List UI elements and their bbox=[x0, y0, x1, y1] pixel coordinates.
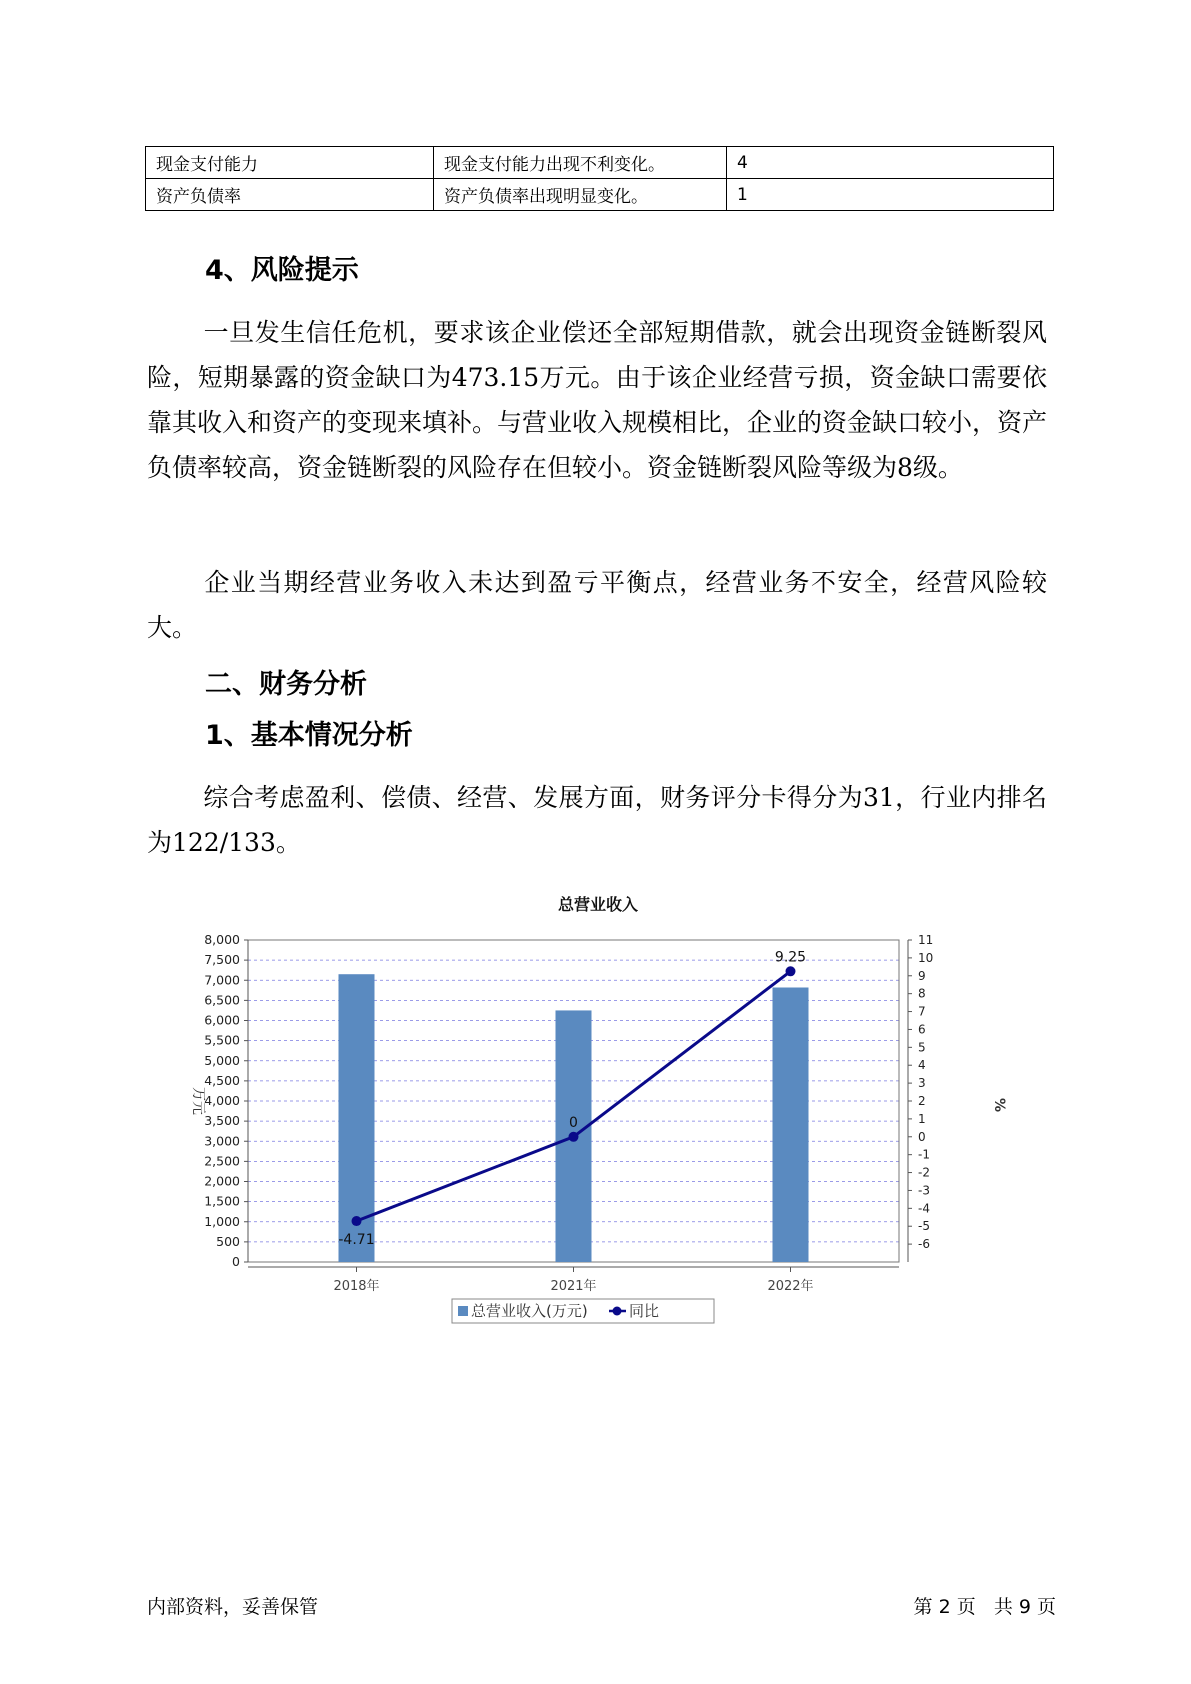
x-tick-label: 2018年 bbox=[333, 1279, 380, 1294]
y-tick-label: 1,500 bbox=[204, 1193, 240, 1209]
x-tick-labels bbox=[333, 1267, 813, 1294]
legend-line-marker bbox=[613, 1307, 622, 1316]
x-tick-label: 2021年 bbox=[550, 1279, 597, 1294]
y-tick-label: 7,500 bbox=[204, 952, 240, 968]
section-heading-finance: 二、财务分析 bbox=[205, 669, 367, 700]
y-tick-label: 6,500 bbox=[204, 992, 240, 1008]
y2-tick-label: 3 bbox=[918, 1076, 926, 1091]
paragraph-finance bbox=[147, 775, 1047, 865]
y2-tick-label: 5 bbox=[918, 1040, 926, 1055]
line-point bbox=[569, 1132, 579, 1142]
table-cell-desc: 资产负债率出现明显变化。 bbox=[434, 179, 727, 211]
y2-tick-label: 4 bbox=[918, 1058, 926, 1073]
y-tick-label: 1,000 bbox=[204, 1213, 240, 1229]
x-tick-label: 2022年 bbox=[767, 1279, 814, 1294]
table-cell-score: 1 bbox=[727, 179, 1054, 211]
legend-bar-swatch bbox=[458, 1306, 468, 1316]
sub-heading-basic: 1、基本情况分析 bbox=[205, 720, 413, 751]
revenue-chart bbox=[180, 885, 1020, 1345]
y2-tick-label: 9 bbox=[918, 968, 926, 983]
y-tick-label: 5,000 bbox=[204, 1052, 240, 1068]
y2-tick-label: -1 bbox=[918, 1147, 930, 1162]
paragraph-text: 综合考虑盈利、偿债、经营、发展方面，财务评分卡得分为31，行业内排名为122/133。 bbox=[147, 783, 1047, 857]
data-label: -4.71 bbox=[338, 1232, 375, 1249]
y2-tick-label: -2 bbox=[918, 1165, 930, 1180]
line-point bbox=[352, 1216, 362, 1226]
footer-left: 内部资料，妥善保管 bbox=[147, 1596, 319, 1618]
y-tick-label: 4,000 bbox=[204, 1093, 240, 1108]
y-tick-label: 3,000 bbox=[204, 1133, 240, 1149]
y2-tick-label: 8 bbox=[918, 986, 926, 1001]
y2-axis-label: % bbox=[991, 1097, 1007, 1113]
data-label: 9.25 bbox=[774, 949, 807, 966]
y2-tick-label: -5 bbox=[918, 1219, 930, 1234]
table-row bbox=[146, 147, 1054, 179]
table-cell-desc: 现金支付能力出现不利变化。 bbox=[434, 147, 727, 179]
y2-tick-label: -4 bbox=[918, 1201, 930, 1216]
y-axis-label: 万元 bbox=[190, 1087, 206, 1115]
y-tick-label: 2,000 bbox=[204, 1173, 240, 1189]
chart-title: 总营业收入 bbox=[557, 895, 639, 914]
y2-tick-label: 2 bbox=[918, 1094, 926, 1108]
y-tick-label: 3,500 bbox=[204, 1113, 240, 1129]
y2-tick-label: 7 bbox=[918, 1004, 926, 1019]
chart-legend bbox=[452, 1299, 714, 1323]
paragraph-risk-1 bbox=[147, 310, 1047, 490]
paragraph-text: 企业当期经营业务收入未达到盈亏平衡点，经营业务不安全，经营风险较大。 bbox=[147, 568, 1047, 642]
paragraph-risk-2 bbox=[147, 560, 1047, 650]
data-label: 0 bbox=[569, 1114, 578, 1131]
y2-tick-label: 11 bbox=[918, 933, 934, 947]
table-cell-score: 4 bbox=[727, 147, 1054, 179]
y-tick-label: 4,500 bbox=[204, 1072, 240, 1088]
y2-tick-label: -3 bbox=[918, 1183, 930, 1198]
risk-table bbox=[145, 146, 1054, 211]
table-row bbox=[146, 179, 1054, 211]
y-tick-label: 5,500 bbox=[204, 1032, 240, 1048]
y2-tick-label: 1 bbox=[918, 1111, 926, 1126]
y-tick-label: 7,000 bbox=[204, 972, 240, 988]
legend-bar-label: 总营业收入(万元) bbox=[471, 1302, 588, 1320]
y-tick-label: 6,000 bbox=[204, 1012, 240, 1028]
bar bbox=[773, 987, 809, 1262]
section-heading-risk: 4、风险提示 bbox=[205, 255, 359, 286]
legend-line-label: 同比 bbox=[629, 1302, 660, 1320]
y-tick-label: 8,000 bbox=[204, 932, 240, 947]
y-tick-label: 500 bbox=[216, 1233, 240, 1249]
y-tick-label: 2,500 bbox=[204, 1153, 240, 1169]
y2-tick-label: 0 bbox=[918, 1129, 926, 1144]
y2-tick-label: 10 bbox=[918, 950, 934, 965]
y2-tick-label: 6 bbox=[918, 1022, 926, 1037]
table-cell-item: 资产负债率 bbox=[146, 179, 434, 211]
line-point bbox=[786, 966, 796, 976]
table-cell-item: 现金支付能力 bbox=[146, 147, 434, 179]
y-tick-label: 0 bbox=[232, 1254, 240, 1269]
y-ticks bbox=[204, 932, 248, 1269]
y2-ticks bbox=[908, 933, 933, 1251]
y2-tick-label: -6 bbox=[918, 1237, 930, 1252]
paragraph-text: 一旦发生信任危机，要求该企业偿还全部短期借款，就会出现资金链断裂风险，短期暴露的资金缺口为473.15万元。由于该企业经营亏损，资金缺口需要依靠其收入和资产的变现来填补。与营业收入规模相比，企业的资金缺口较小，资产负债率较高，资金链断裂的风险存在但较小。资金链断裂风险等级为8级。 bbox=[147, 318, 1048, 482]
footer-page-number: 第 2 页 共 9 页 bbox=[913, 1596, 1056, 1618]
